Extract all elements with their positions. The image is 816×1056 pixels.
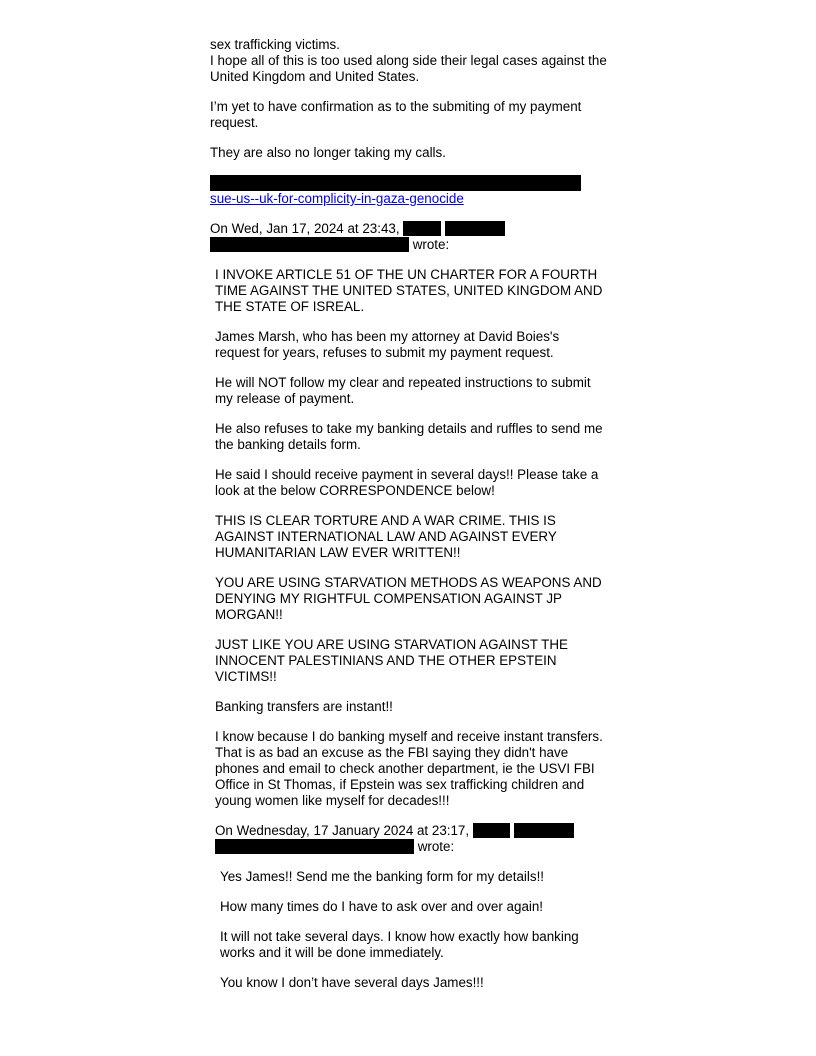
attribution-2 — [215, 823, 605, 855]
attribution-1 — [210, 221, 610, 253]
intro-paragraph-2: I’m yet to have confirmation as to the submiting of my payment request. — [210, 99, 582, 130]
quote1-paragraph: He will NOT follow my clear and repeated instructions to submit my release of payment. — [215, 375, 591, 406]
quote2-paragraph: It will not take several days. I know how exactly how banking works and it will be done immediately. — [220, 929, 579, 960]
quote1-paragraph: THIS IS CLEAR TORTURE AND A WAR CRIME. THIS IS AGAINST INTERNATIONAL LAW AND AGAINST EVERY HUMANITARIAN LAW EVER WRITTEN!! — [215, 513, 557, 560]
redacted-name — [473, 823, 510, 838]
attribution-1-suffix: wrote: — [412, 237, 450, 252]
quote1-paragraph: YOU ARE USING STARVATION METHODS AS WEAPONS AND DENYING MY RIGHTFUL COMPENSATION AGAINST JP MORGAN!! — [215, 575, 602, 622]
redacted-block — [210, 175, 581, 191]
quote1-paragraph: I INVOKE ARTICLE 51 OF THE UN CHARTER FOR A FOURTH TIME AGAINST THE UNITED STATES, UNITED KINGDOM AND THE STATE OF ISREAL. — [215, 267, 603, 314]
quote2-paragraph: Yes James!! Send me the banking form for my details!! — [220, 869, 545, 884]
redacted-name — [445, 221, 505, 236]
quote2-paragraph: How many times do I have to ask over and over again! — [220, 899, 544, 914]
quote2-paragraph: You know I don’t have several days James!!! — [220, 975, 484, 990]
quote1-paragraph: He also refuses to take my banking details and ruffles to send me the banking details form. — [215, 421, 603, 452]
attribution-2-suffix: wrote: — [417, 839, 455, 854]
quote1-paragraph: JUST LIKE YOU ARE USING STARVATION AGAINST THE INNOCENT PALESTINIANS AND THE OTHER EPSTEIN VICTIMS!! — [215, 637, 568, 684]
quote1-paragraph: Banking transfers are instant!! — [215, 699, 393, 714]
redacted-email — [215, 839, 414, 854]
quote1-paragraph: I know because I do banking myself and receive instant transfers. That is as bad an excuse as the FBI saying they didn't have phones and email to check another department, ie the USVI FBI Office in St Thomas, if Epstein was sex trafficking children and young women like myself for decades!!! — [215, 729, 603, 808]
intro-line-2: I hope all of this is too used along side their legal cases against the United Kingdom and United States. — [210, 53, 607, 84]
email-body — [210, 37, 610, 991]
quote1-paragraph: He said I should receive payment in several days!! Please take a look at the below CORRESPONDENCE below! — [215, 467, 599, 498]
quote1-paragraph: James Marsh, who has been my attorney at David Boies's request for years, refuses to submit my payment request. — [215, 329, 560, 360]
redacted-name — [514, 823, 574, 838]
attribution-2-prefix: On Wednesday, 17 January 2024 at 23:17, — [215, 823, 470, 838]
quoted-message-1 — [215, 267, 605, 991]
redacted-name — [403, 221, 441, 236]
intro-line-1: sex trafficking victims. — [210, 37, 340, 52]
intro-paragraph-3: They are also no longer taking my calls. — [210, 145, 446, 160]
article-link[interactable]: sue-us--uk-for-complicity-in-gaza-genocide — [210, 191, 464, 206]
attribution-1-prefix: On Wed, Jan 17, 2024 at 23:43, — [210, 221, 400, 236]
quoted-message-2 — [220, 869, 605, 991]
redacted-email — [210, 237, 409, 252]
